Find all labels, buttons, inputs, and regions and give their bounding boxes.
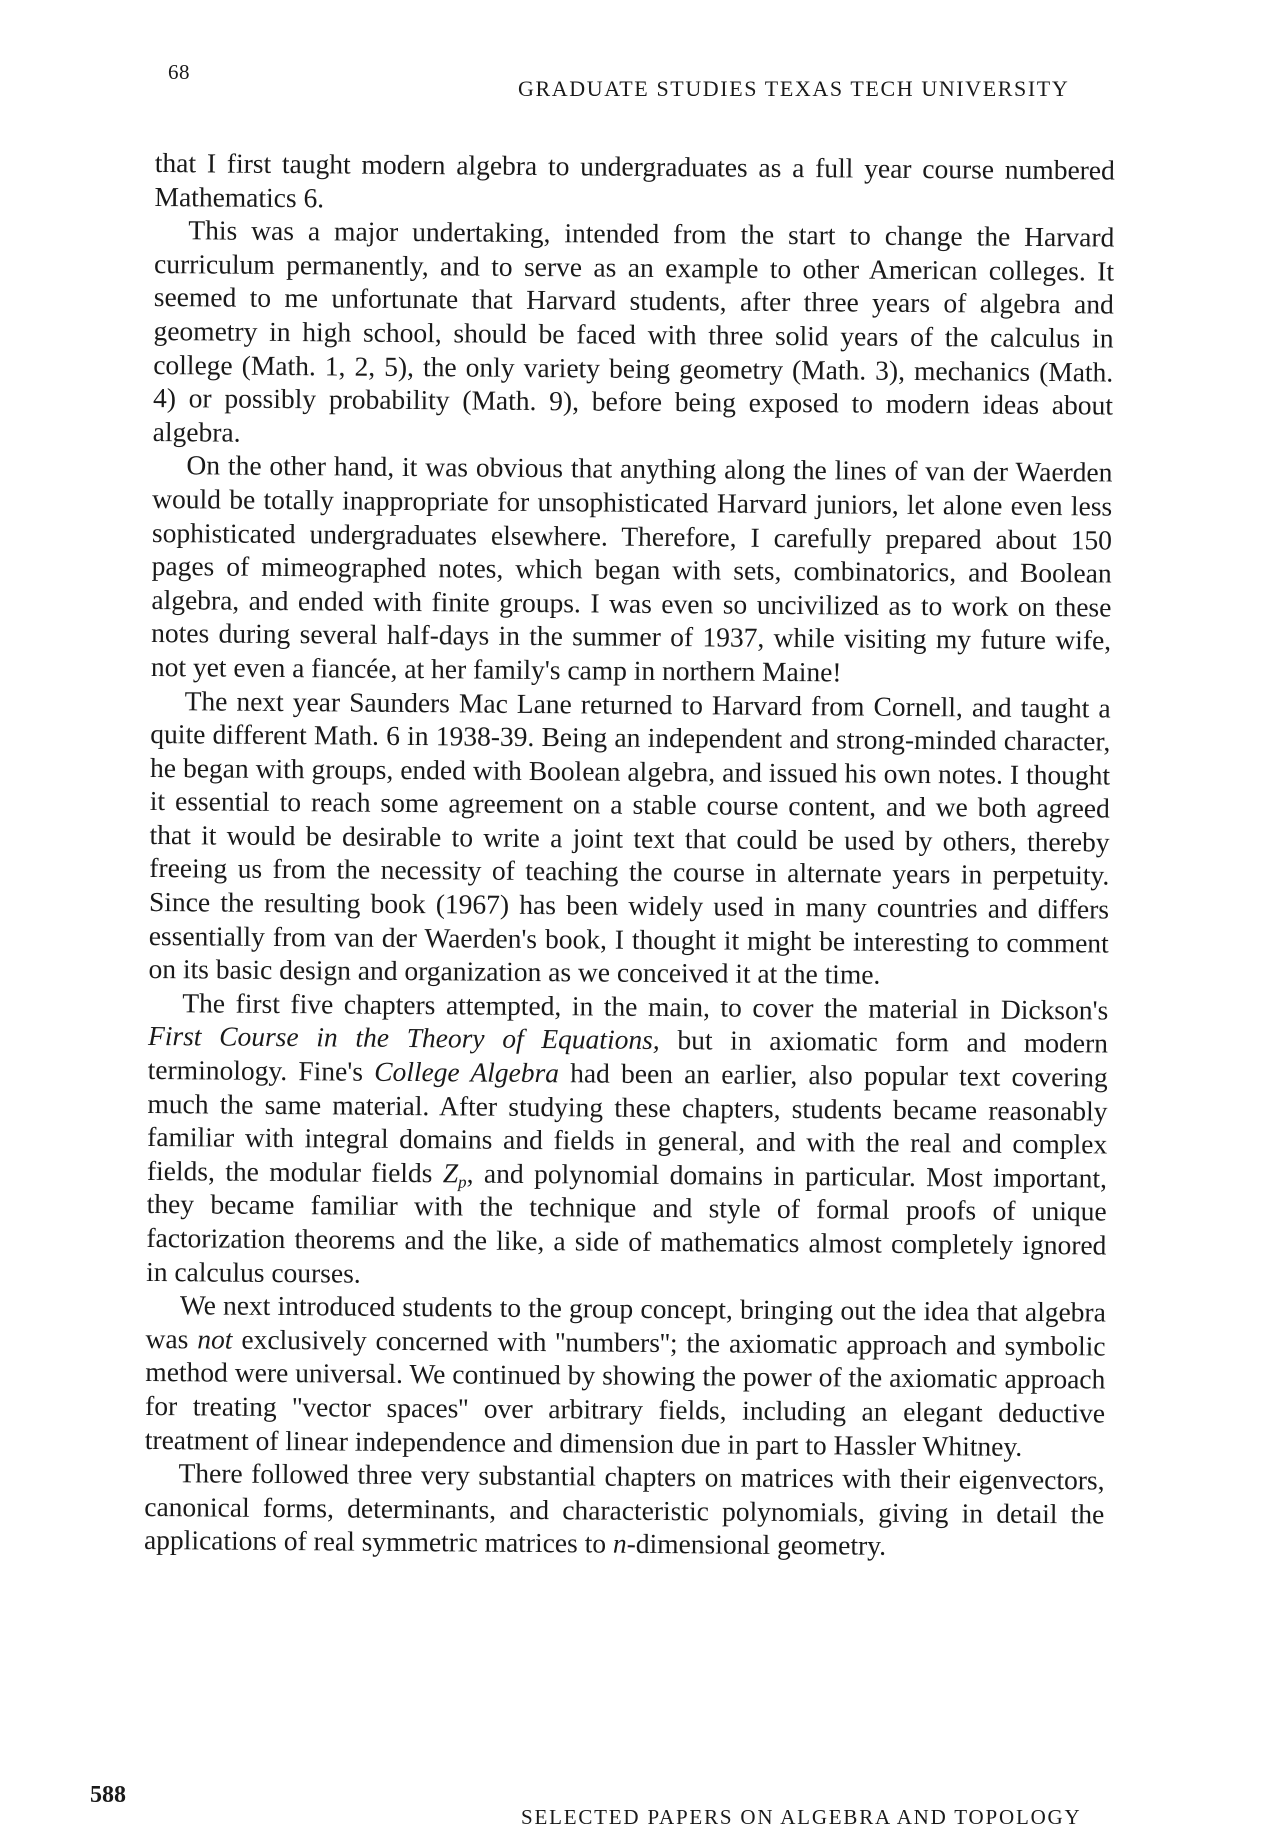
paragraph-3: On the other hand, it was obvious that anything along the lines of van der Waerden would be totally inappropriate for unsophisticated Harvard juniors, let alone even less sophisticated undergraduates elsewhere. Therefore, I carefully prepared about 150 pages of mimeographed notes, which began with sets, combinatorics, and Boolean algebra, and ended with finite groups. I was even so uncivilized as to work on these notes during several half-days in the summer of 1937, while visiting my future wife, not yet even a fiancée, at her family's camp in northern Maine! bbox=[150, 449, 1113, 688]
paragraph-6 bbox=[145, 1288, 1106, 1464]
header-page-number: 68 bbox=[168, 60, 190, 84]
paragraph-5-text-1: The first five chapters attempted, in the main, to cover the material in Dickson's bbox=[182, 987, 1109, 1026]
paragraph-7-text-1: There followed three very substantial chapters on matrices with their eigenvectors, canonical forms, determinants, and characteristic polynomials, giving in detail the applications of real symmetric matrices to bbox=[143, 1457, 1105, 1559]
paragraph-5-text-4: , and polynomial domains in particular. Most important, they became familiar with the technique and style of formal proofs of unique factorization theorems and the like, a side of mathematics almost completely ignored in calculus courses. bbox=[146, 1157, 1108, 1289]
paragraph-6-text-2: exclusively concerned with ''numbers''; the axiomatic approach and symbolic method were universal. We continued by showing the power of the axiomatic approach for treating ''vector spaces'' over arbitrary fields, including an elegant deductive treatment of linear independence and dimension due in part to Hassler Whitney. bbox=[144, 1323, 1106, 1462]
body-text bbox=[144, 146, 1115, 1564]
paragraph-7-text-2: -dimensional geometry. bbox=[626, 1528, 887, 1562]
footer-book-title: SELECTED PAPERS ON ALGEBRA AND TOPOLOGY bbox=[521, 1805, 1082, 1829]
paragraph-1: that I first taught modern algebra to undergraduates as a full year course numbered Mathematics 6. bbox=[154, 146, 1115, 213]
footer-page-number: 588 bbox=[90, 1782, 126, 1808]
running-head: GRADUATE STUDIES TEXAS TECH UNIVERSITY bbox=[518, 76, 1070, 101]
math-subscript-p bbox=[458, 1172, 467, 1191]
paragraph-5-text-2: but in axiomatic form and modern terminology. Fine's bbox=[147, 1024, 1109, 1087]
emphasis-not: not bbox=[197, 1323, 233, 1355]
paragraph-2: This was a major undertaking, intended from the start to change the Harvard curriculum permanently, and to serve as an example to other American colleges. It seemed to me unfortunate that Harvard students, after three years of algebra and geometry in high school, should be faced with three solid years of the calculus in college (Math. 1, 2, 5), the only variety being geometry (Math. 3), mechanics (Math. 4) or possibly probability (Math. 9), before being exposed to modern ideas about algebra. bbox=[152, 214, 1115, 448]
book-title-fine: College Algebra bbox=[374, 1055, 560, 1089]
math-symbol-n: n bbox=[612, 1527, 627, 1560]
paragraph-5 bbox=[146, 986, 1108, 1296]
math-symbol-z: Z bbox=[442, 1157, 459, 1189]
paragraph-4: The next year Saunders Mac Lane returned to Harvard from Cornell, and taught a quite different Math. 6 in 1938-39. Being an independent and strong-minded character, he began with groups, ended with Boolean algebra, and issued his own notes. I thought it essential to reach some agreement on a stable course content, and we both agreed that it would be desirable to write a joint text that could be used by others, thereby freeing us from the necessity of teaching the course in alternate years in perpetuity. Since the resulting book (1967) has been widely used in many countries and differs essentially from van der Waerden's book, I thought it might be interesting to comment on its basic design and organization as we conceived it at the time. bbox=[148, 684, 1111, 990]
math-subscript-p-letter: p bbox=[458, 1172, 467, 1192]
paragraph-6-text-1: We next introduced students to the group concept, bringing out the idea that algebra was bbox=[145, 1289, 1106, 1355]
paragraph-5-text-3: had been an earlier, also popular text covering much the same material. After studying these chapters, students became reasonably familiar with integral domains and fields in general, and with the real and complex fields, the modular fields bbox=[146, 1057, 1108, 1189]
paragraph-7 bbox=[144, 1456, 1105, 1564]
book-title-dickson: First Course in the Theory of Equations, bbox=[147, 1020, 660, 1056]
